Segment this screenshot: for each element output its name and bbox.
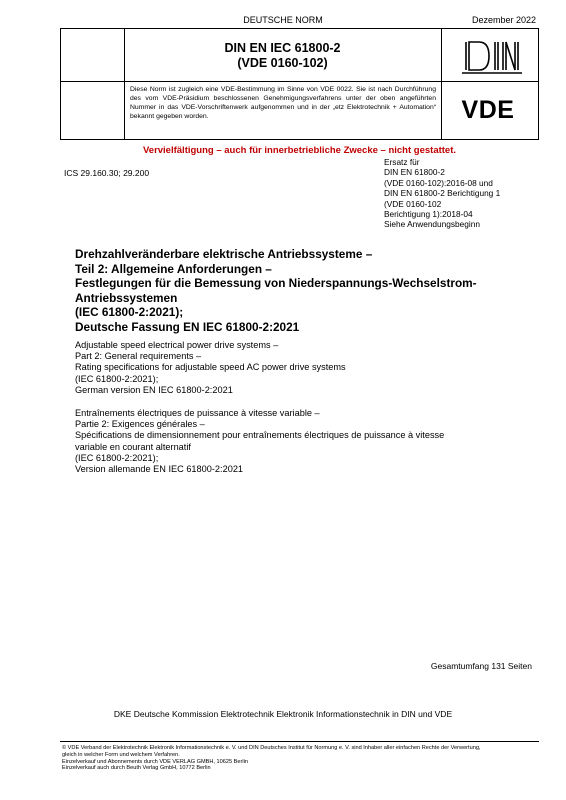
replacement-info [384,157,534,230]
norm-type-label: DEUTSCHE NORM [243,15,323,25]
title-german [75,247,535,335]
title-english-line: Part 2: General requirements – [75,351,202,362]
vde-number: (VDE 0160-102) [237,56,328,70]
dke-line: DKE Deutsche Kommission Elektrotechnik Elektronik Informationstechnik in DIN und VDE [113,709,453,719]
title-english-line: (IEC 61800-2:2021); [75,373,159,384]
replacement-line: Ersatz für [384,157,420,167]
vde-logo [447,93,529,125]
title-french [75,408,545,475]
footer-rule [60,741,539,742]
title-french-line: Entraînements électriques de puissance à vitesse variable – [75,408,320,418]
total-pages: Gesamtumfang 131 Seiten [430,661,532,671]
ics-codes: ICS 29.160.30; 29.200 [64,168,150,178]
title-french-line: Partie 2: Exigences générales – [75,419,205,430]
replacement-line: Berichtigung 1):2018-04 [384,209,473,220]
issue-date: Dezember 2022 [471,15,536,25]
replacement-line: DIN EN 61800-2 [384,167,445,178]
title-german-line: (IEC 61800-2:2021); [75,305,184,320]
title-german-line: Teil 2: Allgemeine Anforderungen – [75,261,272,276]
title-box-divider-right [441,28,442,140]
copyright-footer [62,745,481,772]
footer-line: Einzelverkauf und Abonnements durch VDE VERLAG GMBH, 10625 Berlin [62,758,248,765]
replacement-line: DIN EN 61800-2 Berichtigung 1 [384,188,501,199]
replacement-line: (VDE 0160-102 [384,198,442,209]
footer-line: Einzelverkauf auch durch Beuth Verlag GmbH, 10772 Berlin [62,765,211,772]
vde-notice: Diese Norm ist zugleich eine VDE-Bestimmung im Sinne von VDE 0022. Sie ist nach Durchführung des vom VDE-Präsidium beschlossenen Genehmigungsverfahrens unter der oben angeführten Nummer in das VDE-Vorschriftenwerk aufgenommen und in der „etz Elektrotechnik + Automation“ bekannt gegeben worden. [130,86,436,120]
title-english-line: German version EN IEC 61800-2:2021 [75,384,233,395]
title-english [75,340,535,396]
title-english-line: Rating specifications for adjustable speed AC power drive systems [75,362,346,373]
footer-line: © VDE Verband der Elektrotechnik Elektronik Informationstechnik e. V. und DIN Deutsches Institut für Normung e. V. sind Inhaber aller einfachen Rechte der Verwertung, [62,745,481,751]
standard-number [124,41,441,71]
title-english-line: Adjustable speed electrical power drive systems – [75,340,279,350]
title-box-divider-horizontal [60,81,539,82]
footer-line: gleich in welcher Form und welchem Verfahren. [62,751,180,758]
title-french-line: Version allemande EN IEC 61800-2:2021 [75,464,244,475]
title-french-line: variable en courant alternatif [75,441,191,452]
title-german-line: Drehzahlveränderbare elektrische Antriebssysteme – [75,247,373,261]
replacement-line: Siehe Anwendungsbeginn [384,219,480,230]
title-french-line: Spécifications de dimensionnement pour entraînements électriques de puissance à vitesse [75,430,445,441]
vde-logo-text: VDE [461,96,515,124]
title-german-line: Antriebssystemen [75,290,178,305]
din-number: DIN EN IEC 61800-2 [224,41,341,55]
title-german-line: Deutsche Fassung EN IEC 61800-2:2021 [75,319,300,334]
copy-warning: Vervielfältigung – auch für innerbetriebliche Zwecke – nicht gestattet. [142,145,457,156]
title-german-line: Festlegungen für die Bemessung von Niederspannungs-Wechselstrom- [75,276,477,291]
replacement-line: (VDE 0160-102):2016-08 und [384,177,493,188]
din-logo [447,36,529,76]
title-french-line: (IEC 61800-2:2021); [75,452,159,463]
din-logo-text: DIN [447,36,449,37]
